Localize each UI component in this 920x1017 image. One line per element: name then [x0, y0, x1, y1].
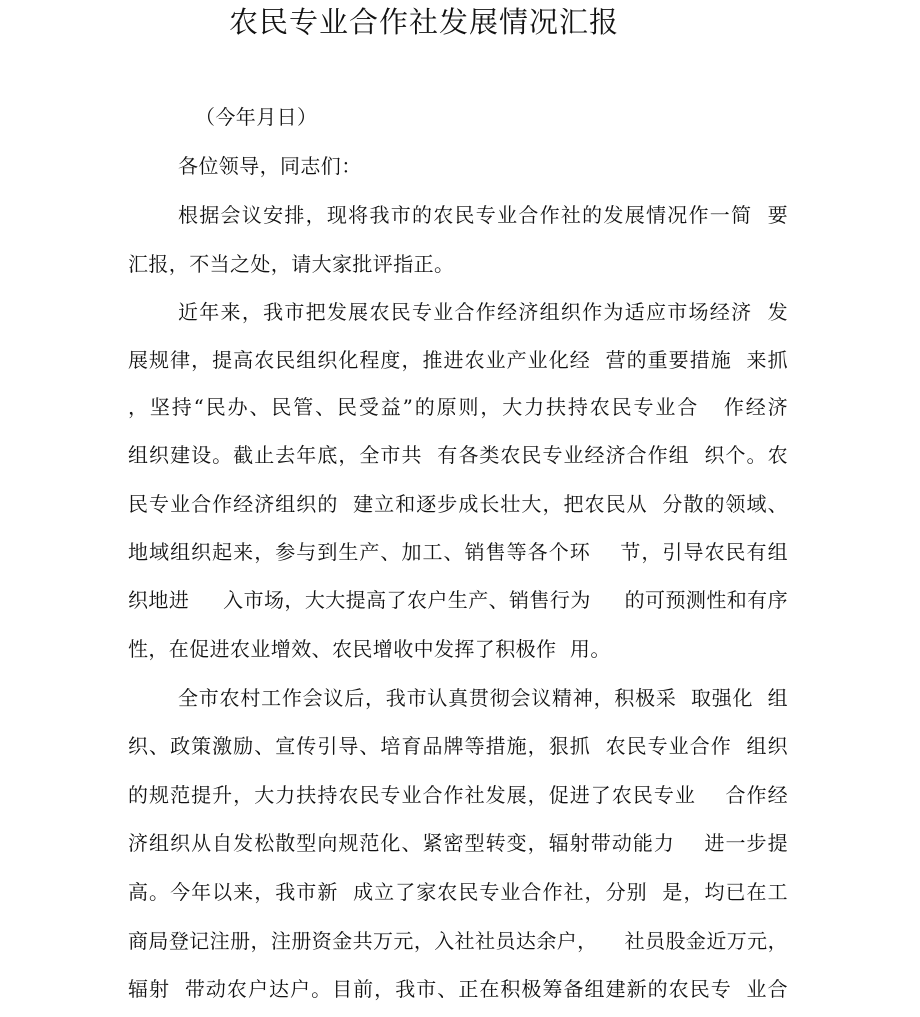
- paragraph-line: 展规律，提高农民组织化程度，推进农业产业化经 营的重要措施 来抓: [128, 348, 788, 372]
- date-line: （今年月日）: [195, 105, 318, 129]
- paragraph-line: 地域组织起来，参与到生产、加工、销售等各个环 节，引导农民有组: [128, 540, 788, 564]
- paragraph-line: 汇报，不当之处，请大家批评指正。: [128, 252, 455, 276]
- paragraph-line: 济组织从自发松散型向规范化、紧密型转变，辐射带动能力 进一步提: [128, 831, 788, 855]
- paragraph-line: 辐射 带动农户达户。目前，我市、正在积极筹备组建新的农民专 业合: [128, 977, 788, 1001]
- paragraph-line: 的规范提升，大力扶持农民专业合作社发展，促进了农民专业 合作经: [128, 783, 788, 807]
- paragraph-line: ，坚持“民办、民管、民受益”的原则，大力扶持农民专业合 作经济: [128, 395, 788, 419]
- paragraph-line: 近年来，我市把发展农民专业合作经济组织作为适应市场经济 发: [178, 300, 788, 324]
- paragraph-line: 商局登记注册，注册资金共万元，入社社员达余户， 社员股金近万元，: [128, 929, 788, 953]
- document-title: 农民专业合作社发展情况汇报: [229, 5, 620, 39]
- paragraph-line: 根据会议安排，现将我市的农民专业合作社的发展情况作一简 要: [178, 203, 788, 227]
- paragraph-line: 织、政策激励、宣传引导、培育品牌等措施，狠抓 农民专业合作 组织: [128, 734, 788, 758]
- salutation: 各位领导，同志们：: [178, 154, 362, 178]
- paragraph-line: 民专业合作经济组织的 建立和逐步成长壮大，把农民从 分散的领域、: [128, 492, 788, 516]
- paragraph-line: 织地进 入市场，大大提高了农户生产、销售行为 的可预测性和有序: [128, 588, 788, 612]
- paragraph-line: 全市农村工作会议后，我市认真贯彻会议精神，积极采 取强化 组: [178, 686, 788, 710]
- paragraph-line: 高。今年以来，我市新 成立了家农民专业合作社，分别 是，均已在工: [128, 880, 788, 904]
- paragraph-line: 性，在促进农业增效、农民增收中发挥了积极作 用。: [128, 637, 611, 661]
- paragraph-line: 组织建设。截止去年底，全市共 有各类农民专业经济合作组 织个。农: [128, 443, 788, 467]
